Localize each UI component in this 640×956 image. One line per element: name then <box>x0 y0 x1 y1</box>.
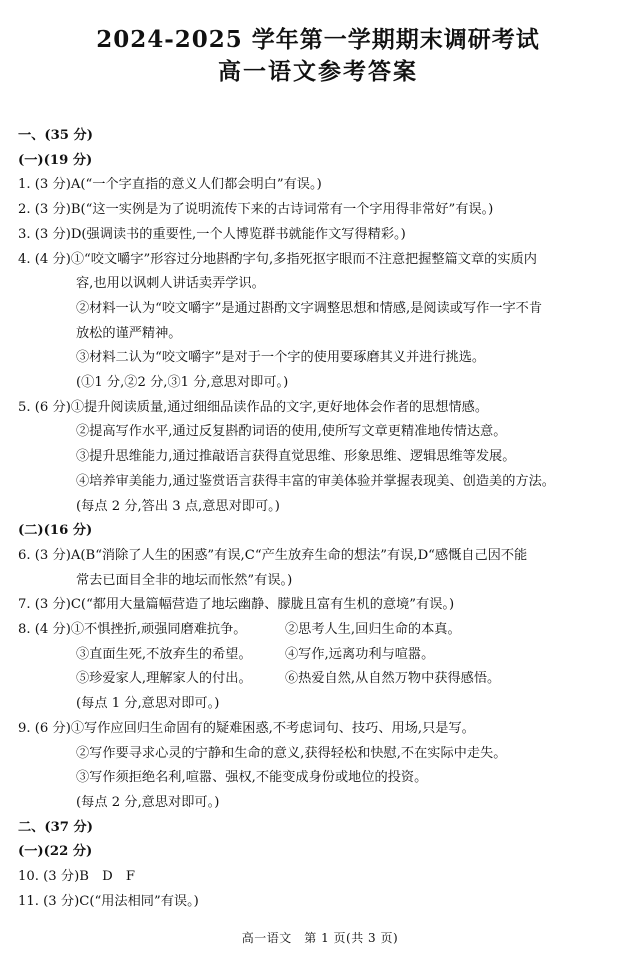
answer-q4-line-4: 放松的谨严精神。 <box>76 325 182 341</box>
answer-q8-scoring-note: (每点 1 分,意思对即可。) <box>76 696 220 712</box>
answer-q5-line-3: ③提升思维能力,通过推敲语言获得直觉思维、形象思维、逻辑思维等发展。 <box>76 449 516 465</box>
document-subtitle: 高一语文参考答案 <box>218 58 418 85</box>
section-heading-2: 二、(37 分) <box>18 819 93 835</box>
answer-q4-scoring-note: (①1 分,②2 分,③1 分,意思对即可。) <box>76 375 289 391</box>
answer-q10: 10. (3 分)B D F <box>18 869 136 885</box>
answer-q9-line-1: 9. (6 分)①写作应回归生命固有的疑难困惑,不考虑词句、技巧、用场,只是写。 <box>18 720 475 736</box>
answer-q8-point-2: ②思考人生,回归生命的本真。 <box>285 622 461 638</box>
answer-q8-row-3 <box>18 667 618 692</box>
document-title: 2024-2025 学年第一学期期末调研考试 <box>96 26 540 53</box>
answer-q8-point-4: ④写作,远离功利与喧嚣。 <box>285 646 435 662</box>
answer-q8-point-3: ③直面生死,不放弃生的希望。 <box>76 646 252 662</box>
answer-q11: 11. (3 分)C(“用法相同”有误。) <box>18 893 199 909</box>
answer-q4-line-5: ③材料二认为“咬文嚼字”是对于一个字的使用要琢磨其义并进行挑选。 <box>76 350 486 366</box>
answer-q8-point-1: 8. (4 分)①不惧挫折,顽强同磨难抗争。 <box>18 622 247 638</box>
subsection-heading-2-1: (一)(22 分) <box>18 844 93 860</box>
answer-q4-line-1: 4. (4 分)①“咬文嚼字”形容过分地斟酌字句,多指死抠字眼而不注意把握整篇文章的实质内 <box>18 251 537 267</box>
subsection-heading-1-2: (二)(16 分) <box>18 523 93 539</box>
answer-q4-line-2: 容,也用以讽刺人讲话卖弄学识。 <box>76 276 265 292</box>
answer-q7: 7. (3 分)C(“都用大量篇幅营造了地坛幽静、朦胧且富有生机的意境”有误。) <box>18 597 455 613</box>
answer-q3: 3. (3 分)D(强调读书的重要性,一个人博览群书就能作文写得精彩。) <box>18 226 406 242</box>
answer-q8-point-6: ⑥热爱自然,从自然万物中获得感悟。 <box>285 671 501 687</box>
answer-q6-line-1: 6. (3 分)A(B“消除了人生的困惑”有误,C“产生放弃生命的想法”有误,D“感慨自己因不能 <box>18 547 528 563</box>
answer-q2: 2. (3 分)B(“这一实例是为了说明流传下来的古诗词常有一个字用得非常好”有误。) <box>18 202 494 218</box>
page-footer: 高一语文 第 1 页(共 3 页) <box>241 931 399 945</box>
section-heading-1: 一、(35 分) <box>18 128 93 143</box>
subsection-heading-1-1: (一)(19 分) <box>18 152 93 168</box>
answer-q8-point-5: ⑤珍爱家人,理解家人的付出。 <box>76 671 252 687</box>
answer-q8-row-1 <box>18 618 618 643</box>
answer-q9-line-2: ②写作要寻求心灵的宁静和生命的意义,获得轻松和快慰,不在实际中走失。 <box>76 745 507 761</box>
answer-q4-line-3: ②材料一认为“咬文嚼字”是通过斟酌文字调整思想和情感,是阅读或写作一字不肯 <box>76 300 543 316</box>
answer-q9-line-3: ③写作须拒绝名利,喧嚣、强权,不能变成身份或地位的投资。 <box>76 770 428 786</box>
answer-q1: 1. (3 分)A(“一个字直指的意义人们都会明白”有误。) <box>18 177 322 193</box>
answer-q5-line-1: 5. (6 分)①提升阅读质量,通过细细品读作品的文字,更好地体会作者的思想情感。 <box>18 399 489 415</box>
answer-q6-line-2: 常去已面目全非的地坛而怅然”有误。) <box>76 572 293 588</box>
answer-q5-line-2: ②提高写作水平,通过反复斟酌词语的使用,使所写文章更精准地传情达意。 <box>76 424 507 440</box>
answer-q5-line-4: ④培养审美能力,通过鉴赏语言获得丰富的审美体验并掌握表现美、创造美的方法。 <box>76 473 555 489</box>
answer-q5-scoring-note: (每点 2 分,答出 3 点,意思对即可。) <box>76 498 280 514</box>
answer-q8-row-2 <box>18 643 618 668</box>
answer-q9-scoring-note: (每点 2 分,意思对即可。) <box>76 794 220 810</box>
